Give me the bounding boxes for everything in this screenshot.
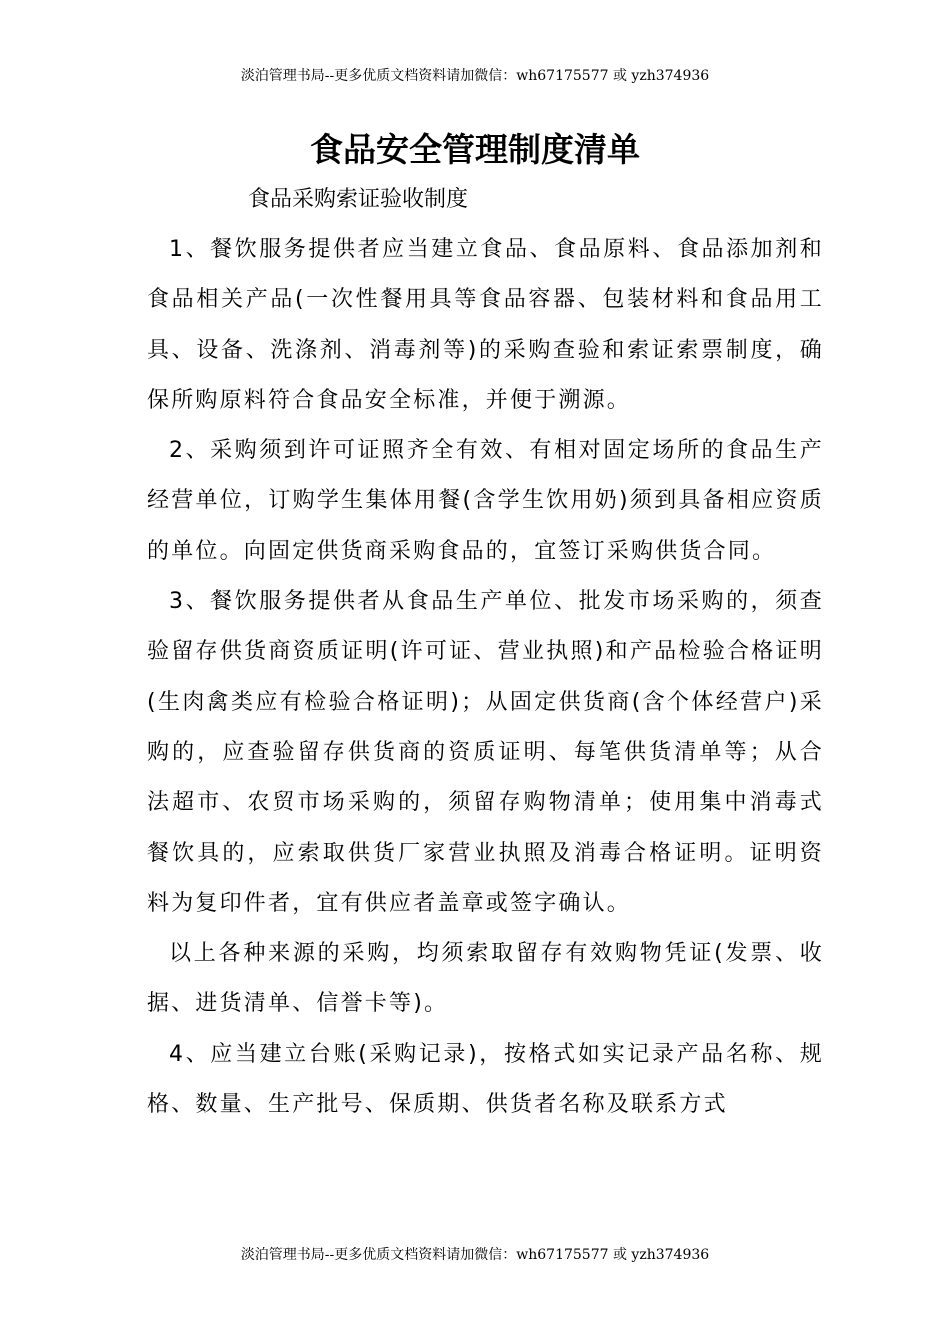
paragraph-3: 3、餐饮服务提供者从食品生产单位、批发市场采购的，须查验留存供货商资质证明(许可证、营业执照)和产品检验合格证明(生肉禽类应有检验合格证明)；从固定供货商(含个体经营户)采购的，应查验留存供货商的资质证明、每笔供货清单等；从合法超市、农贸市场采购的，须留存购物清单；使用集中消毒式餐饮具的，应索取供货厂家营业执照及消毒合格证明。证明资料为复印件者，宜有供应者盖章或签字确认。 <box>147 589 824 916</box>
page-header-note: 淡泊管理书局--更多优质文档资料请加微信：wh67175577 或 yzh374936 <box>240 68 710 84</box>
document-body <box>147 225 824 1130</box>
page-footer-note: 淡泊管理书局--更多优质文档资料请加微信：wh67175577 或 yzh374936 <box>240 1247 710 1263</box>
paragraph-5: 4、应当建立台账(采购记录)，按格式如实记录产品名称、规格、数量、生产批号、保质期、供货者名称及联系方式 <box>147 1041 824 1118</box>
section-subtitle: 食品采购索证验收制度 <box>248 187 469 212</box>
paragraph-4: 以上各种来源的采购，均须索取留存有效购物凭证(发票、收据、进货清单、信誉卡等)。 <box>147 941 824 1017</box>
document-title: 食品安全管理制度清单 <box>310 130 640 169</box>
paragraph-1: 1、餐饮服务提供者应当建立食品、食品原料、食品添加剂和食品相关产品(一次性餐用具等食品容器、包装材料和食品用工具、设备、洗涤剂、消毒剂等)的采购查验和索证索票制度，确保所购原料符合食品安全标准，并便于溯源。 <box>147 237 824 413</box>
paragraph-2: 2、采购须到许可证照齐全有效、有相对固定场所的食品生产经营单位，订购学生集体用餐(含学生饮用奶)须到具备相应资质的单位。向固定供货商采购食品的，宜签订采购供货合同。 <box>147 438 824 564</box>
